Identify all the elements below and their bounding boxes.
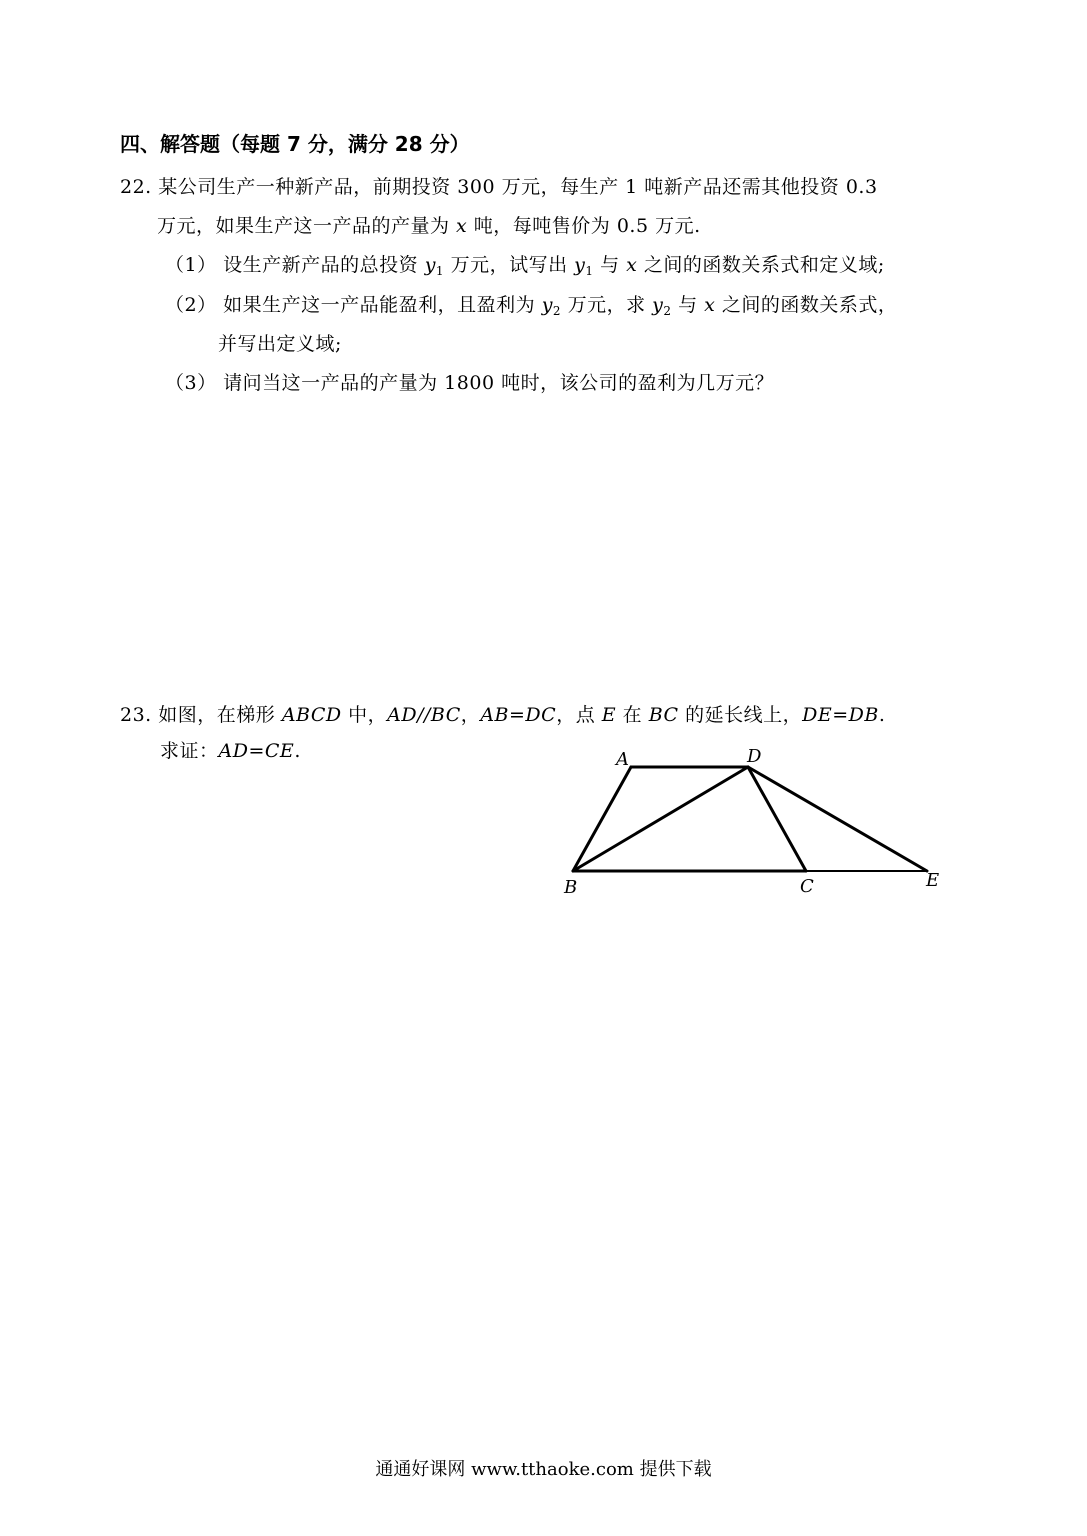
q23-line1: 23. 如图，在梯形 ABCD 中，AD//BC，AB=DC，点 E 在 BC 的延长线上，DE=DB. bbox=[120, 704, 886, 726]
q22-line2: 万元，如果生产这一产品的产量为 x 吨，每吨售价为 0.5 万元. bbox=[157, 215, 701, 237]
q22-number: 22. bbox=[120, 176, 152, 198]
q22-part2-line2: 并写出定义域; bbox=[218, 333, 342, 355]
label-E: E bbox=[926, 870, 940, 891]
q22-part2: （2） 如果生产这一产品能盈利，且盈利为 $y_2$ 万元，求 $y_2$ 与 x 之间的函数关系式， bbox=[165, 294, 898, 318]
label-D: D bbox=[747, 746, 762, 767]
q23-number: 23. bbox=[120, 704, 152, 726]
trapezoid-diagram bbox=[555, 745, 955, 900]
q22-part3: （3） 请问当这一产品的产量为 1800 吨时，该公司的盈利为几万元？ bbox=[165, 372, 775, 394]
label-C: C bbox=[800, 876, 814, 897]
section-heading: 四、解答题（每题 7 分，满分 28 分） bbox=[120, 132, 470, 156]
q22-line1: 22. 某公司生产一种新产品，前期投资 300 万元，每生产 1 吨新产品还需其他投资 0.3 bbox=[120, 176, 878, 198]
label-B: B bbox=[564, 877, 578, 898]
segment-BD bbox=[573, 767, 748, 871]
footer-text: 通通好课网 www.tthaoke.com 提供下载 bbox=[375, 1459, 712, 1480]
q23-prove: 求证：AD=CE. bbox=[160, 740, 301, 762]
segment-DE bbox=[748, 767, 927, 871]
label-A: A bbox=[616, 749, 629, 770]
q22-part1: （1） 设生产新产品的总投资 $y_1$ 万元，试写出 $y_1$ 与 x 之间的函数关系式和定义域; bbox=[165, 254, 885, 278]
